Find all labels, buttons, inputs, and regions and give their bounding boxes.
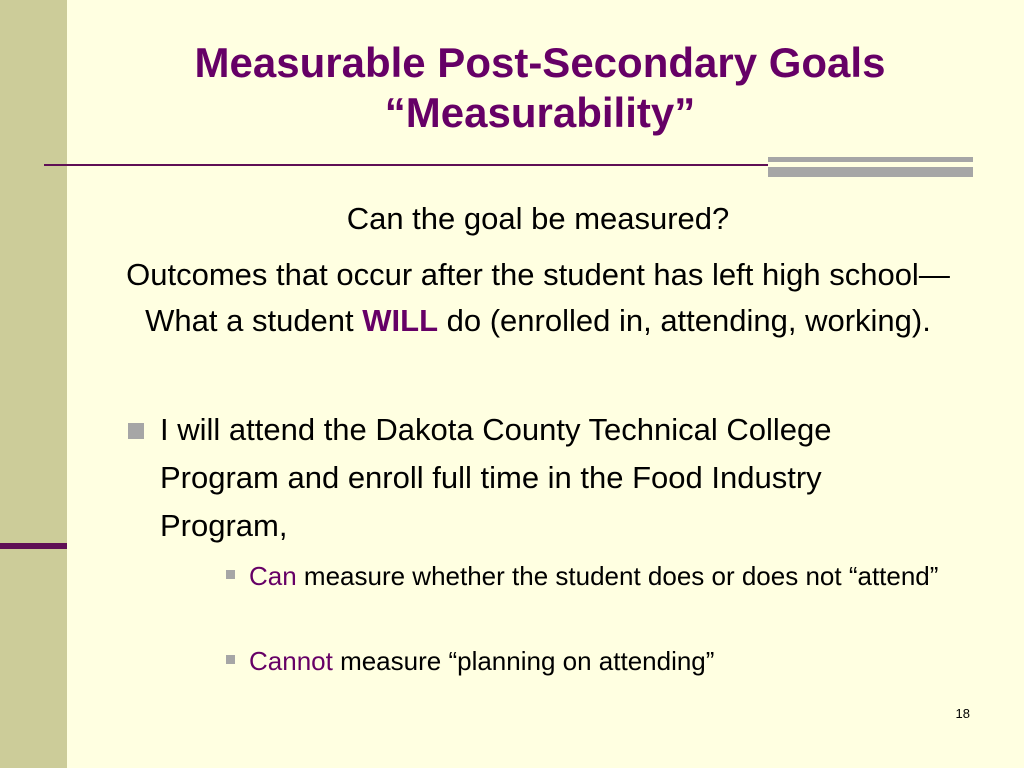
slide-title-line-2: “Measurability” xyxy=(384,89,696,136)
slide-title-line-1: Measurable Post-Secondary Goals xyxy=(194,39,886,86)
sub-bullet-lead-word: Can xyxy=(249,561,297,591)
sub-bullet-text xyxy=(249,558,966,595)
title-divider-accent-bottom xyxy=(768,167,973,177)
main-bullet xyxy=(128,406,928,550)
slide-title xyxy=(80,38,1000,138)
square-bullet-icon xyxy=(128,423,144,439)
left-decorative-band xyxy=(0,0,67,768)
question-text: Can the goal be measured? xyxy=(346,201,730,236)
outcomes-paragraph xyxy=(120,252,956,344)
sub-bullet-cannot xyxy=(226,643,966,680)
outcomes-text-end: do (enrolled in, attending, working). xyxy=(438,303,931,338)
outcomes-text-start: Outcomes that occur after the student has left high school—What a student xyxy=(126,257,950,338)
outcomes-emphasis-will: WILL xyxy=(362,303,439,338)
small-square-bullet-icon xyxy=(226,570,235,579)
small-square-bullet-icon xyxy=(226,655,235,664)
sub-bullet-can xyxy=(226,558,966,595)
left-accent-bar xyxy=(0,543,67,549)
title-divider-accent-top xyxy=(768,157,973,162)
title-divider-line xyxy=(44,164,768,166)
sub-bullet-rest: measure whether the student does or does not “attend” xyxy=(296,561,939,591)
sub-bullet-text xyxy=(249,643,966,680)
main-bullet-text: I will attend the Dakota County Technical College Program and enroll full time in the Food Industry Program, xyxy=(160,412,832,543)
sub-bullet-lead-word: Cannot xyxy=(249,646,333,676)
sub-bullet-rest: measure “planning on attending” xyxy=(332,646,715,676)
page-number: 18 xyxy=(955,706,970,721)
